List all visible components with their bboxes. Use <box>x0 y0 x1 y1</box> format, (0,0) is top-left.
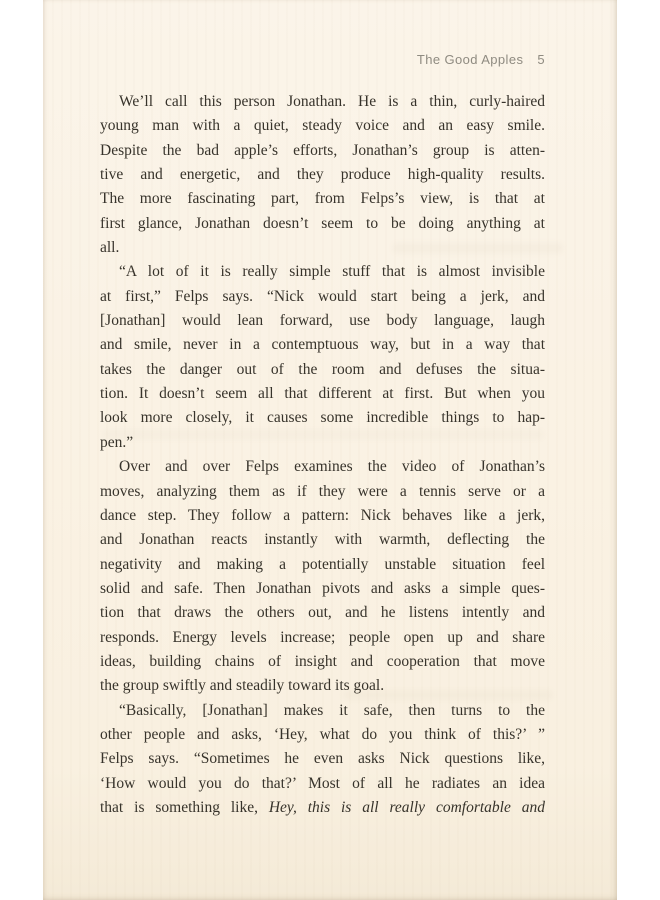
text-line: tive and energetic, and they produce high-quality results. <box>100 166 545 184</box>
running-header <box>417 52 545 67</box>
text-line: “Basically, [Jonathan] makes it safe, then turns to the <box>119 701 545 719</box>
text-line <box>100 796 545 820</box>
text-line: other people and asks, ‘Hey, what do you think of this?’ ” <box>100 725 545 743</box>
running-header-title: The Good Apples <box>416 52 524 67</box>
text-italic: Hey, this is all really comfortable and <box>268 798 545 816</box>
text-line: Despite the bad apple’s efforts, Jonathan’s group is atten- <box>100 141 545 159</box>
text-line: ‘How would you do that?’ Most of all he radiates an idea <box>100 774 545 792</box>
text-line: Felps says. “Sometimes he even asks Nick questions like, <box>100 750 545 768</box>
text-line: all. <box>100 239 120 257</box>
text-regular: that is something like, <box>100 798 269 816</box>
text-line: [Jonathan] would lean forward, use body language, laugh <box>100 312 545 330</box>
paragraph <box>100 699 545 821</box>
text-line: tion. It doesn’t seem all that different at first. But when you <box>100 385 545 403</box>
text-line: negativity and making a potentially unstable situation feel <box>100 555 545 573</box>
text-line: tion that draws the others out, and he listens intently and <box>100 604 545 622</box>
text-line: and Jonathan reacts instantly with warmth, deflecting the <box>100 531 545 549</box>
text-line: young man with a quiet, steady voice and an easy smile. <box>100 117 545 135</box>
text-line: The more fascinating part, from Felps’s view, is that at <box>100 190 545 208</box>
book-page <box>43 0 617 900</box>
body-text <box>100 90 545 820</box>
page-number: 5 <box>537 52 545 67</box>
text-line: the group swiftly and steadily toward its goal. <box>100 677 385 695</box>
text-line: pen.” <box>100 433 134 451</box>
text-line: takes the danger out of the room and defuses the situa- <box>100 360 545 378</box>
paragraph <box>100 455 545 698</box>
text-line: first glance, Jonathan doesn’t seem to be doing anything at <box>100 214 545 232</box>
text-line: look more closely, it causes some incredible things to hap- <box>100 409 545 427</box>
text-line: Over and over Felps examines the video of Jonathan’s <box>119 458 545 476</box>
text-line: ideas, building chains of insight and cooperation that move <box>100 652 545 670</box>
text-line: We’ll call this person Jonathan. He is a thin, curly-haired <box>119 93 545 110</box>
paragraph <box>100 90 545 260</box>
text-line: at first,” Felps says. “Nick would start being a jerk, and <box>100 287 545 305</box>
text-line: solid and safe. Then Jonathan pivots and asks a simple ques- <box>100 579 545 597</box>
text-line: and smile, never in a contemptuous way, but in a way that <box>100 336 545 354</box>
text-line: “A lot of it is really simple stuff that is almost invisible <box>119 263 545 281</box>
text-line: dance step. They follow a pattern: Nick behaves like a jerk, <box>100 506 545 524</box>
paragraph <box>100 260 545 455</box>
text-line: moves, analyzing them as if they were a tennis serve or a <box>100 482 545 500</box>
text-line: responds. Energy levels increase; people open up and share <box>100 628 545 646</box>
